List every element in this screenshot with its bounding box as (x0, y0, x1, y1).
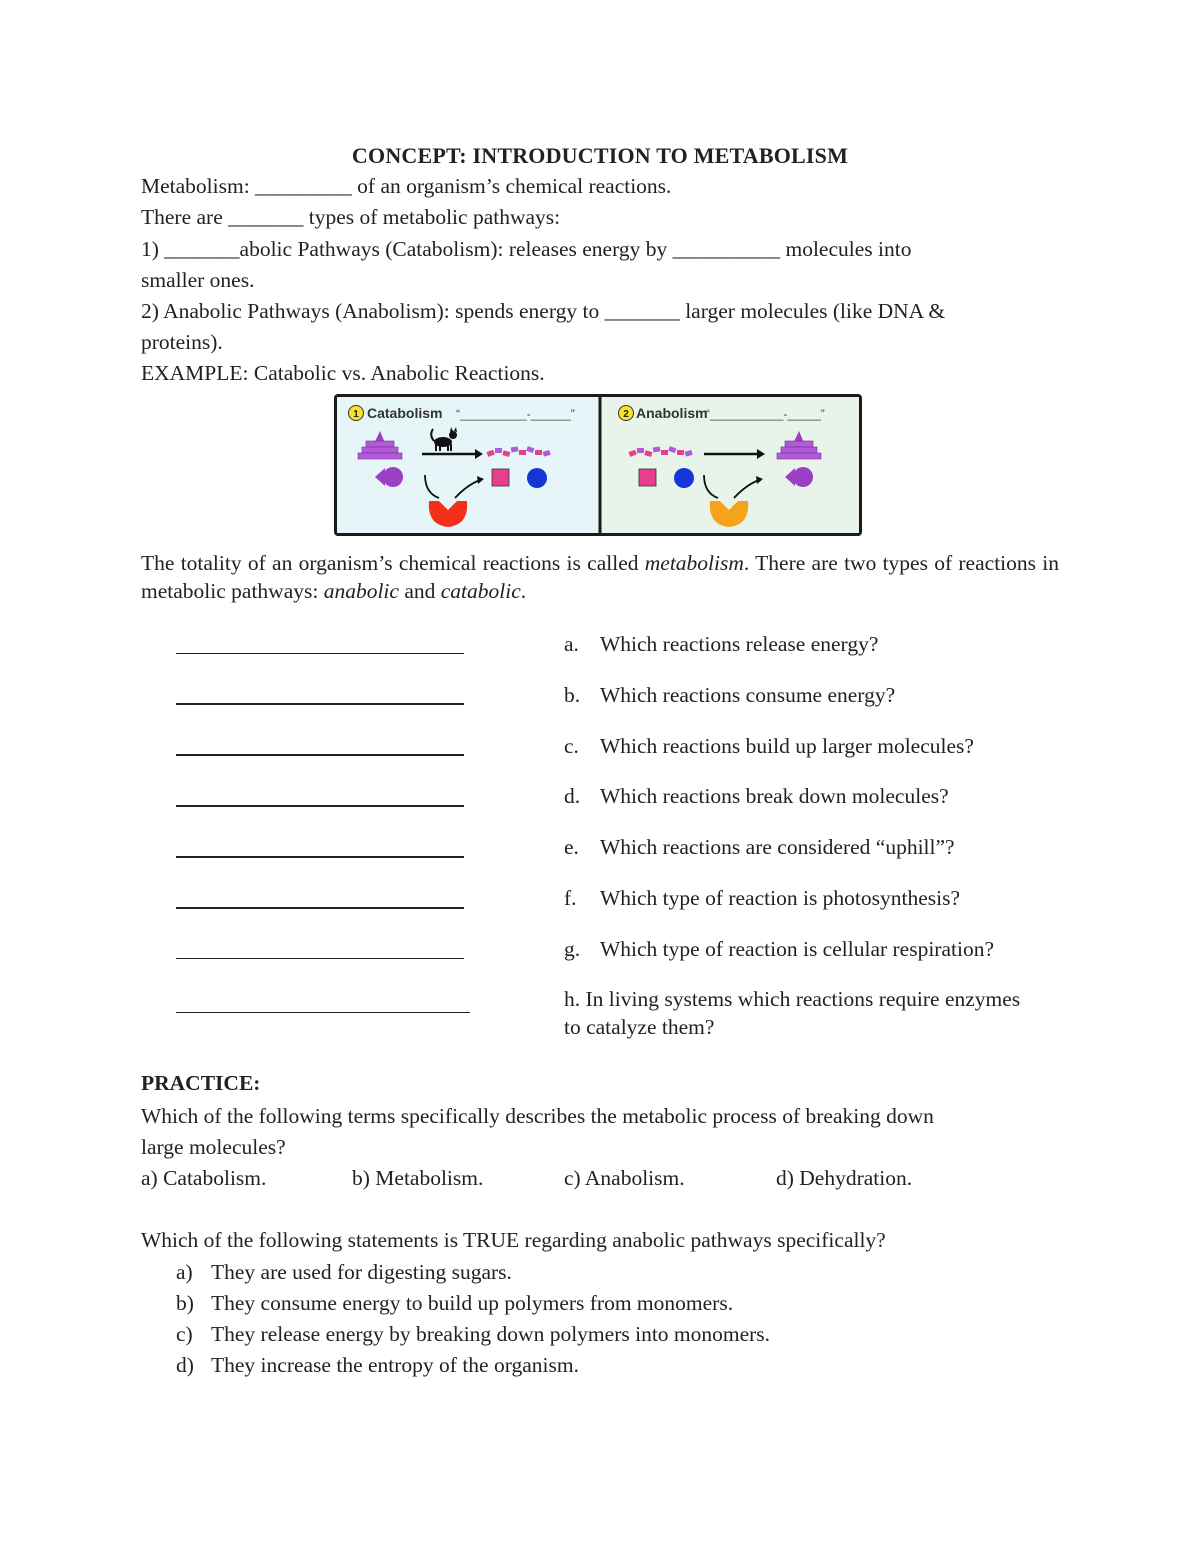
practice-heading: PRACTICE: (141, 1071, 261, 1095)
question-h-text: h. In living systems which reactions require enzymes to catalyze them? (564, 987, 1021, 1039)
answer-line-h[interactable] (176, 1012, 470, 1013)
pink-square-icon (492, 469, 509, 486)
question-g-text: Which type of reaction is cellular respiration? (600, 937, 995, 961)
blue-circle-icon-2 (674, 468, 694, 488)
step-1-number: 1 (353, 409, 359, 420)
practice-q2-option-a[interactable]: They are used for digesting sugars. (211, 1260, 512, 1284)
question-a-text: Which reactions release energy? (600, 632, 879, 656)
practice-q1-choice-d[interactable]: d) Dehydration. (776, 1166, 913, 1190)
para-text-2: . There are two types of reactions in metabolic pathways: (141, 551, 1059, 603)
question-c-text: Which reactions build up larger molecules? (600, 734, 974, 758)
practice-q1-choice-c[interactable]: c) Anabolism. (564, 1166, 685, 1190)
question-b-text: Which reactions consume energy? (600, 683, 896, 707)
blue-circle-icon (527, 468, 547, 488)
question-f-text: Which type of reaction is photosynthesis? (600, 886, 961, 910)
answer-line-c[interactable] (176, 754, 464, 756)
para-text-and: and (398, 579, 441, 603)
practice-q2-option-b[interactable]: They consume energy to build up polymers from monomers. (211, 1291, 734, 1315)
question-f-letter: f. (564, 886, 577, 910)
answer-line-a[interactable] (176, 653, 464, 654)
intro-line-7: EXAMPLE: Catabolic vs. Anabolic Reactions. (141, 361, 545, 385)
catabolism-blank: “__________-______” (456, 407, 575, 421)
pink-square-icon-2 (639, 469, 656, 486)
practice-q2-option-d[interactable]: They increase the entropy of the organism. (211, 1353, 579, 1377)
catabolism-label: Catabolism (367, 405, 443, 421)
answer-line-e[interactable] (176, 856, 464, 858)
answer-line-b[interactable] (176, 703, 464, 705)
question-a-letter: a. (564, 632, 579, 656)
intro-line-1: Metabolism: _________ of an organism’s chemical reactions. (141, 174, 672, 198)
practice-q1-choice-b[interactable]: b) Metabolism. (352, 1166, 484, 1190)
question-d-letter: d. (564, 784, 581, 808)
practice-q2-option-a-letter: a) (176, 1260, 193, 1284)
question-d-text: Which reactions break down molecules? (600, 784, 949, 808)
intro-line-4: smaller ones. (141, 268, 255, 292)
question-c-letter: c. (564, 734, 579, 758)
answer-line-f[interactable] (176, 907, 464, 909)
practice-q1-line-2: large molecules? (141, 1135, 286, 1159)
practice-q2-option-b-letter: b) (176, 1291, 194, 1315)
practice-q1-choice-a[interactable]: a) Catabolism. (141, 1166, 267, 1190)
answer-line-g[interactable] (176, 958, 464, 959)
anabolism-label: Anabolism (636, 405, 708, 421)
practice-q2: Which of the following statements is TRUE regarding anabolic pathways specifically? (141, 1228, 886, 1252)
question-e-text: Which reactions are considered “uphill”? (600, 835, 955, 859)
intro-line-3: 1) _______abolic Pathways (Catabolism): releases energy by __________ molecules into (141, 237, 912, 261)
term-catabolic: catabolic (440, 579, 521, 603)
practice-q2-option-c[interactable]: They release energy by breaking down polymers into monomers. (211, 1322, 771, 1346)
anabolism-blank: “___________-_____” (706, 407, 825, 421)
answer-line-d[interactable] (176, 805, 464, 807)
page-title: CONCEPT: INTRODUCTION TO METABOLISM (351, 143, 849, 168)
term-metabolism: metabolism (644, 551, 744, 575)
question-g-letter: g. (564, 937, 581, 961)
term-anabolic: anabolic (323, 579, 399, 603)
practice-q1-line-1: Which of the following terms specifically describes the metabolic process of breaking down (141, 1104, 934, 1128)
question-b-letter: b. (564, 683, 581, 707)
practice-q2-option-c-letter: c) (176, 1322, 193, 1346)
practice-q2-option-d-letter: d) (176, 1353, 194, 1377)
intro-line-2: There are _______ types of metabolic pathways: (141, 205, 561, 229)
step-2-number: 2 (623, 409, 629, 420)
para-text-1: The totality of an organism’s chemical reactions is called (141, 551, 645, 575)
catabolism-anabolism-figure (334, 394, 862, 536)
intro-line-5: 2) Anabolic Pathways (Anabolism): spends energy to _______ larger molecules (like DNA & (141, 299, 946, 323)
para-text-end: . (520, 579, 527, 603)
definition-paragraph (141, 549, 1059, 605)
intro-line-6: proteins). (141, 330, 223, 354)
question-e-letter: e. (564, 835, 579, 859)
